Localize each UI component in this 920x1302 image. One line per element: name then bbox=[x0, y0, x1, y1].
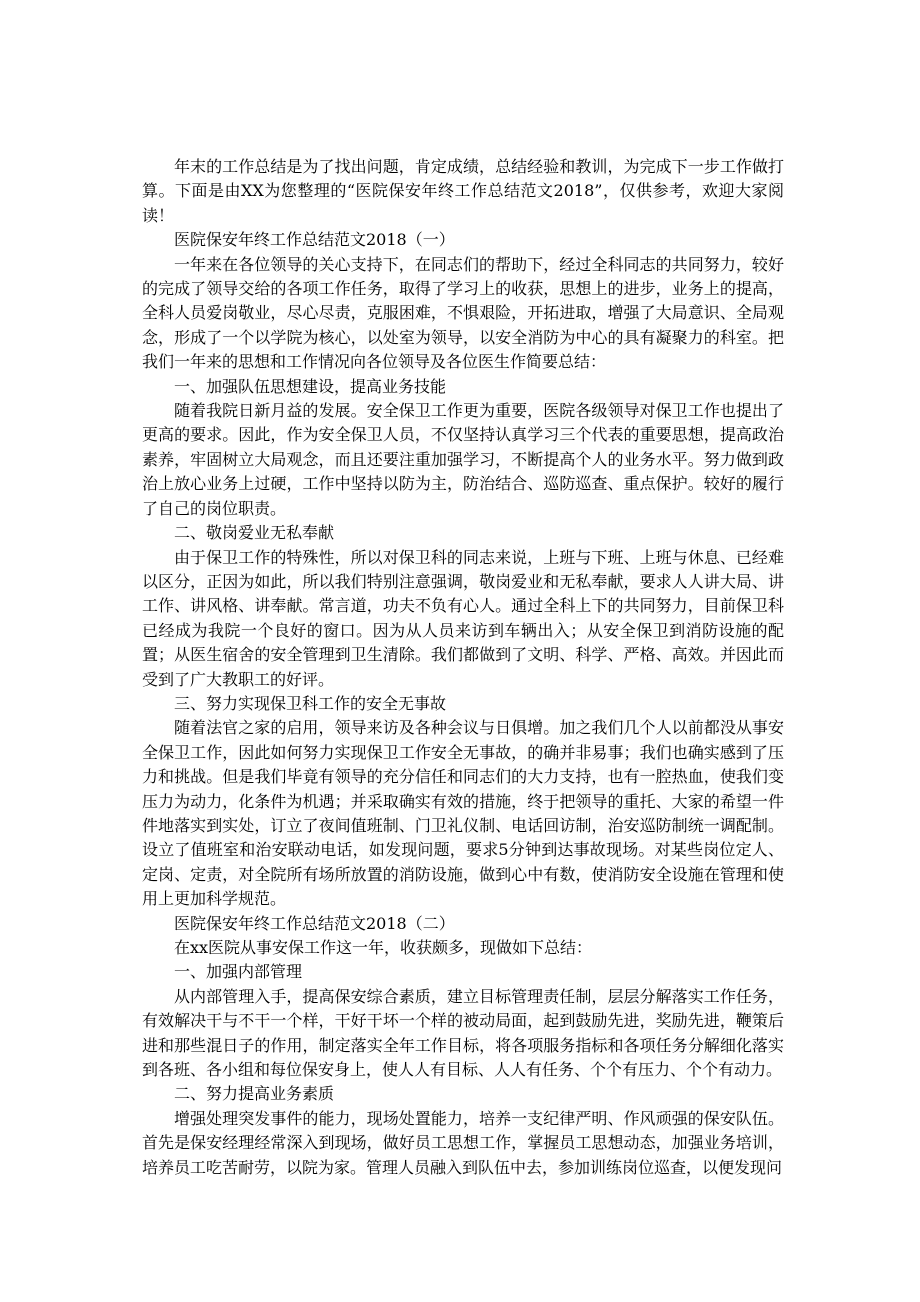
document-body bbox=[142, 155, 784, 1180]
subheading: 三、努力实现保卫科工作的安全无事故 bbox=[174, 693, 447, 713]
body-paragraph: 随着法官之家的启用，领导来访及各种会议与日俱增。加之我们几个人以前都没从事安全保卫工作，因此如何努力实现保卫工作安全无事故，的确并非易事；我们也确实感到了压力和挑战。但是我们毕竟有领导的充分信任和同志们的大力支持，也有一腔热血，使我们变压力为动力，化条件为机遇；并采取确实有效的措施，终于把领导的重托、大家的希望一件件地落实到实处，订立了夜间值班制、门卫礼仪制、电话回访制，治安巡防制统一调配制。设立了值班室和治安联动电话，如发现问题，要求5分钟到达事故现场。对某些岗位定人、定岗、定责，对全院所有场所放置的消防设施，做到心中有数，使消防安全设施在管理和使用上更加科学规范。 bbox=[142, 718, 784, 909]
body-paragraph: 从内部管理入手，提高保安综合素质，建立目标管理责任制，层层分解落实工作任务，有效解决干与不干一个样，干好干坏一个样的被动局面，起到鼓励先进，奖励先进，鞭策后进和那些混日子的作用，制定落实全年工作目标，将各项服务指标和各项任务分解细化落实到各班、各小组和每位保安身上，使人人有目标、人人有任务、个个有压力、个个有动力。 bbox=[142, 986, 784, 1080]
body-paragraph: 一年来在各位领导的关心支持下，在同志们的帮助下，经过全科同志的共同努力，较好的完成了领导交给的各项工作任务，取得了学习上的收获，思想上的进步，业务上的提高，全科人员爱岗敬业，尽心尽责，克服困难，不惧艰险，开拓进取，增强了大局意识、全局观念，形成了一个以学院为核心，以处室为领导，以安全消防为中心的具有凝聚力的科室。把我们一年来的思想和工作情况向各位领导及各位医生作简要总结： bbox=[142, 254, 784, 372]
section-title-two: 医院保安年终工作总结范文2018（二） bbox=[174, 913, 455, 933]
subheading: 二、敬岗爱业无私奉献 bbox=[174, 523, 335, 543]
subheading: 一、加强队伍思想建设，提高业务技能 bbox=[174, 376, 447, 396]
intro-paragraph: 年末的工作总结是为了找出问题，肯定成绩，总结经验和教训，为完成下一步工作做打算。下面是由XX为您整理的“医院保安年终工作总结范文2018”，仅供参考，欢迎大家阅读！ bbox=[142, 157, 784, 225]
body-paragraph: 随着我院日新月益的发展。安全保卫工作更为重要，医院各级领导对保卫工作也提出了更高的要求。因此，作为安全保卫人员，不仅坚持认真学习三个代表的重要思想，提高政治素养，牢固树立大局观念，而且还要注重加强学习，不断提高个人的业务水平。努力做到政治上放心业务上过硬，工作中坚持以防为主，防治结合、巡防巡查、重点保护。较好的履行了自己的岗位职责。 bbox=[142, 401, 784, 518]
body-paragraph: 在xx医院从事安保工作这一年，收获颇多，现做如下总结： bbox=[174, 938, 593, 957]
body-paragraph: 由于保卫工作的特殊性，所以对保卫科的同志来说，上班与下班、上班与休息、已经难以区分，正因为如此，所以我们特别注意强调，敬岗爱业和无私奉献，要求人人讲大局、讲工作、讲风格、讲奉献。常言道，功夫不负有心人。通过全科上下的共同努力，目前保卫科已经成为我院一个良好的窗口。因为从人员来访到车辆出入；从安全保卫到消防设施的配置；从医生宿舍的安全管理到卫生清除。我们都做到了文明、科学、严格、高效。并因此而受到了广大教职工的好评。 bbox=[142, 547, 784, 689]
subheading: 一、加强内部管理 bbox=[174, 962, 303, 982]
section-title-one: 医院保安年终工作总结范文2018（一） bbox=[174, 230, 455, 250]
body-paragraph: 增强处理突发事件的能力，现场处置能力，培养一支纪律严明、作风顽强的保安队伍。首先是保安经理经常深入到现场，做好员工思想工作，掌握员工思想动态，加强业务培训，培养员工吃苦耐劳，以院为家。管理人员融入到队伍中去，参加训练岗位巡查，以便发现问 bbox=[142, 1108, 784, 1177]
subheading: 二、努力提高业务素质 bbox=[174, 1084, 335, 1104]
